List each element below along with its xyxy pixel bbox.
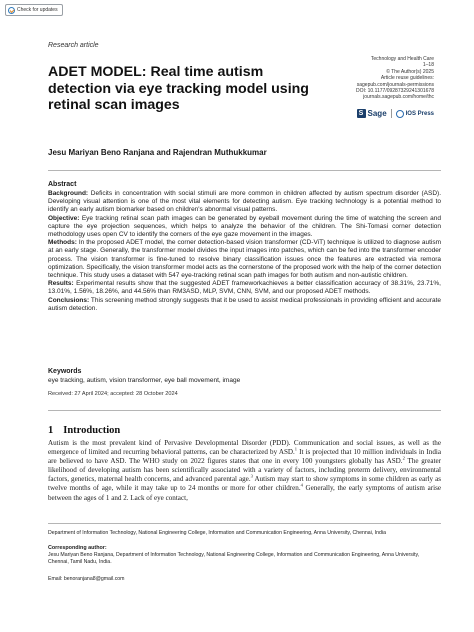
abstract-conclusions-text: This screening method strongly suggests that it be used to assist medical professionals in providing efficient and accurate autism detection. [48,296,441,312]
journal-name: Technology and Health Care [370,56,434,62]
keywords-heading: Keywords [48,368,82,375]
sage-s-icon: S [357,109,366,118]
introduction-body [48,439,441,503]
intro-text-3: The greater likelihood of developing autism has been scientifically associated with a variety of factors, including preterm delivery, environmental factors, genetics, maternal health concerns, and advanced parental age. [48,457,441,484]
corresponding-author-details [48,552,441,566]
intro-text-4: Autism may start to show symptoms in some children as early as twelve months of age, while it may take up to 24 months or more for other children. [48,475,441,493]
citation-2[interactable]: 2 [402,455,405,461]
corresponding-author-email[interactable]: Email: benoranjana8@gmail.com [48,576,125,582]
abstract-objective-label: Objective: [48,214,80,222]
journal-permissions-link[interactable]: sagepub.com/journals-permissions [356,81,434,88]
abstract-conclusions [48,297,441,313]
citation-4[interactable]: 4 [300,483,303,489]
abstract-methods-label: Methods: [48,239,77,247]
keywords-list: eye tracking, autism, vision transformer, eye ball movement, image [48,377,241,384]
abstract-results-label: Results: [48,280,74,288]
corresponding-author-line-2: Chennai, Tamil Nadu, India. [48,558,112,565]
abstract-divider [48,410,441,411]
citation-1[interactable]: 1 [294,446,298,452]
abstract-body [48,190,441,313]
abstract-conclusions-label: Conclusions: [48,296,90,304]
article-type: Research article [48,42,99,49]
journal-pages: 1–18 [422,62,434,69]
citation-3[interactable]: 3 [250,474,253,480]
ios-press-logo [396,110,434,118]
abstract-background-label: Background: [48,190,89,197]
header-divider [48,170,441,171]
intro-text-5: Generally, the early symptoms of autism arise between the ages of 1 and 2. Lack of eye contact, [48,484,442,502]
abstract-background [48,190,441,215]
journal-reuse-label: Article reuse guidelines: [380,75,434,82]
abstract-heading: Abstract [48,181,77,188]
abstract-methods [48,239,441,280]
journal-info [314,56,434,101]
introduction-heading [48,425,120,436]
publisher-divider [391,109,392,118]
author-list: Jesu Mariyan Beno Ranjana and Rajendran Muthukkumar [48,148,267,157]
abstract-objective-text: Eye tracking retinal scan path images can be generated by eyeball movement during the time of watching the screen and capture the eye projection sequences, which helps to analyze the behavior of the children. The Shi-Tomasi corner detection methodology uses open CV to identify the corners of the eye gaze movement in the images. [48,214,441,239]
journal-doi[interactable]: DOI: 10.1177/09287329241301678 [355,88,434,95]
check-for-updates-label: Check for updates [17,7,58,13]
article-title: ADET MODEL: Real time autism detection via eye tracking model using retinal scan images [48,64,309,113]
sage-label: Sage [367,109,387,118]
check-for-updates-badge[interactable] [5,4,63,16]
abstract-objective [48,215,441,240]
received-accepted-dates: Received: 27 April 2024; accepted: 28 October 2024 [48,391,178,397]
abstract-background-text: Deficits in concentration with social stimuli are more common in children affected by autism spectrum disorder (ASD). Developing visual attention is one of the most vital elements for detecting autism. Eye tracking technology is a potential method to identify an early autism biomarker based on children's abnormal visual patterns. [48,190,441,214]
ios-press-label: IOS Press [405,110,434,117]
affiliation: Department of Information Technology, National Engineering College, Information and Communication Engineering, Anna University, Chennai, India [48,530,386,536]
corresponding-author-heading: Corresponding author: [48,545,107,551]
introduction-title: Introduction [63,425,121,436]
intro-text-2: It is projected that 10 million individuals in India are believed to have ASD. The WHO study on 2022 figures states that one in every 100 youngsters globally has ASD. [48,448,441,466]
journal-home-link[interactable]: journals.sagepub.com/home/thc [363,94,434,101]
introduction-number: 1 [48,425,54,436]
abstract-results-text: Experimental results show that the suggested ADET frameworkachieves a better classification accuracy of 38.31%, 23.71%, 13.01%, 1.56%, 18.26%, and 44.56% than RM3ASD, MLP, SVM, CNN, SVM, and our proposed ADET methods. [48,280,441,296]
check-for-updates-icon [8,7,15,14]
intro-text-1: Autism is the most prevalent kind of Pervasive Developmental Disorder (PDD). Communication and social issues, as well as the emergence of limited and recurring behavioral patterns, can be characterized by ASD. [48,439,441,457]
sage-logo [357,109,387,118]
footnote-divider [48,523,441,524]
publisher-logos [357,109,434,118]
ios-press-icon [396,110,404,118]
journal-copyright: © The Author(s) 2025 [386,68,434,75]
abstract-results [48,280,441,296]
abstract-methods-text: In the proposed ADET model, the corner detection-based vision transformer (CD-ViT) technique is utilized to diagnose autism at an early stage. Generally, the transformer model divides the input images into patches, which can be fed into the transformer encoder process. The vision transformer is fine-tuned to resolve binary classification issues once the features are extracted via remora optimization. Specifically, the vision transformer model acts as the cornerstone of the proposed work with the help of the corner detection technique. This study uses a dataset with 547 eye-tracking retinal scan path images for both autism and non-autistic children. [48,239,441,280]
corresponding-author-line-1: Jesu Mariyan Beno Ranjana, Department of Information Technology, National Engineering College, Information and Communication Engineering, Anna University, [48,552,420,558]
